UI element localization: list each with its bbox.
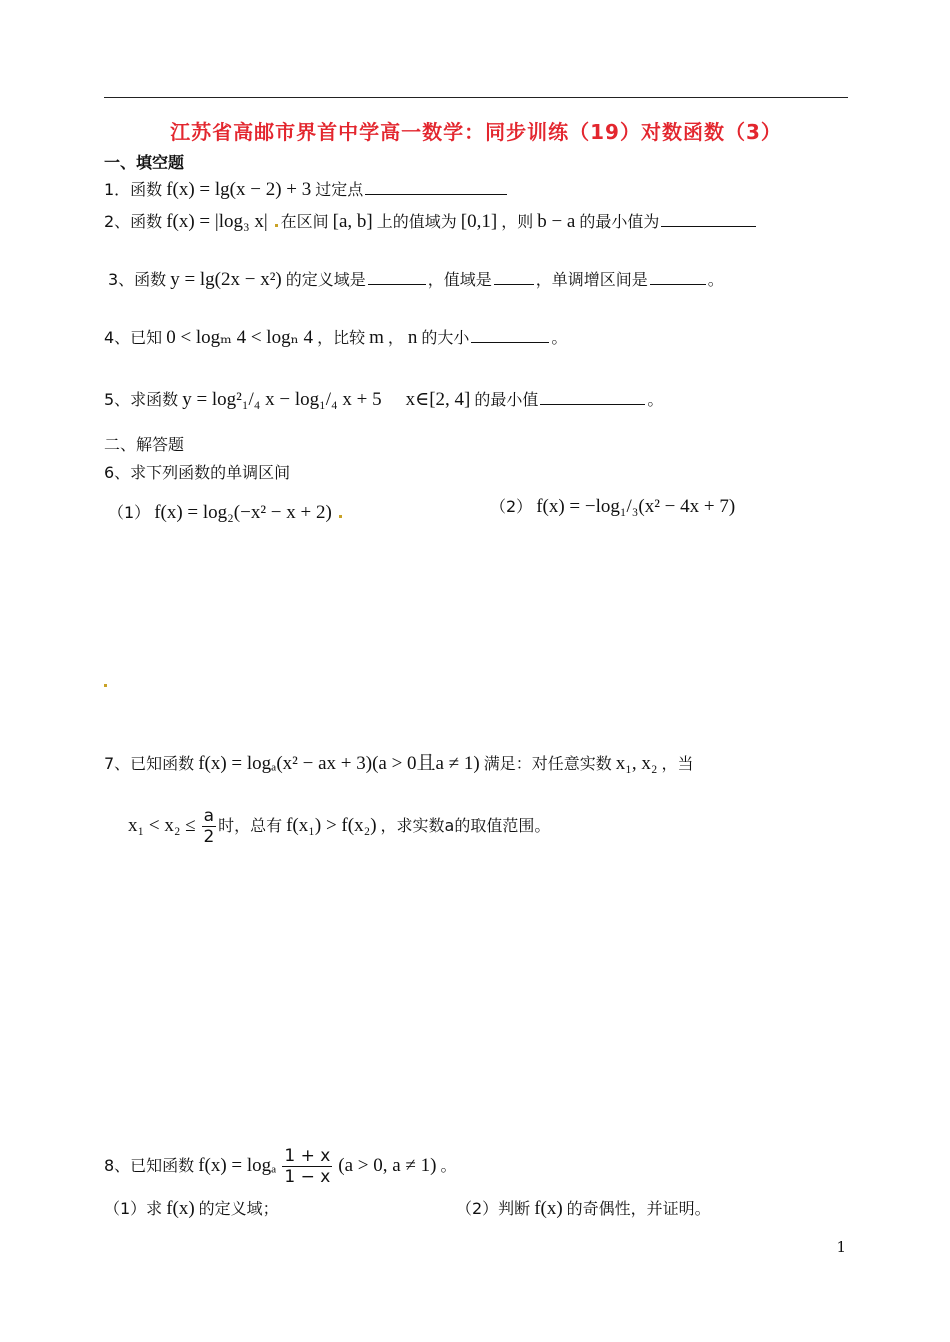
question-3: 3、函数 y = lg(2x − x²) 的定义域是 ，值域是 ，单调增区间是 。 [108,266,724,291]
question-6-part-1: （1） f(x) = log₂(−x² − x + 2) [108,500,345,524]
question-2: 2、函数 f(x) = |log₃ x| 在区间 [a, b] 上的值域为 [0,1] ，则 b − a 的最小值为 [104,208,758,233]
q6-formula-2: f(x) = −log₁/₃(x² − 4x + 7) [536,496,736,517]
q6-formula-1: f(x) = log₂(−x² − x + 2) [154,502,332,523]
answer-blank-3c[interactable] [650,266,706,285]
question-5: 5、求函数 y = log²₁/₄ x − log₁/₄ x + 5 x∈[2, 4] 的最小值 。 [104,386,663,411]
question-8-part-2: （2）判断 f(x) 的奇偶性，并证明。 [456,1198,711,1219]
answer-blank-1[interactable] [365,176,507,195]
answer-blank-4[interactable] [471,324,549,343]
answer-blank-2[interactable] [661,208,756,227]
q4-formula: 0 < logₘ 4 < logₙ 4 [166,327,314,348]
page-title: 江苏省高邮市界首中学高一数学：同步训练（19）对数函数（3） [170,120,782,144]
question-4: 4、已知 0 < logₘ 4 < logₙ 4 ，比较 m ， n 的大小 。 [104,324,567,349]
section-fill-in-blank: 一、填空题 [104,153,185,172]
answer-blank-5[interactable] [540,386,645,405]
answer-blank-3b[interactable] [494,266,534,285]
question-6: 6、求下列函数的单调区间 [104,463,291,482]
page-number: 1 [836,1238,846,1256]
q8-formula: f(x) = logₐ [198,1155,277,1176]
q2-formula: f(x) = |log₃ x| [166,211,268,232]
mark-dot [339,515,342,518]
question-7-condition: x₁ < x₂ ≤ $\frac{a}{2}$ 时，总有 f(x₁) > f(x₂) ，求实数a的取值范围。 [128,806,551,847]
q3-formula: y = lg(2x − x²) [170,269,282,290]
fraction-a-over-2: $\frac{a}{2}$ [203,806,215,847]
question-8: 8、已知函数 f(x) = logₐ $\frac{1 + x}{1 - x}$ (a > 0, a ≠ 1) 。 [104,1146,457,1187]
header-rule [104,97,848,98]
mark-dot [104,684,107,687]
question-8-part-1: （1）求 f(x) 的定义域； [104,1198,279,1219]
question-1: 1．函数 f(x) = lg(x − 2) + 3 过定点 [104,176,509,201]
q5-formula: y = log²₁/₄ x − log₁/₄ x + 5 [182,389,382,410]
mark-dot [275,224,278,227]
fraction-1px-over-1mx: $\frac{1 + x}{1 - x}$ [284,1146,331,1187]
question-6-part-2: （2） f(x) = −log₁/₃(x² − 4x + 7) [490,496,736,517]
question-7: 7、已知函数 f(x) = logₐ(x² − ax + 3)(a > 0且a ≠ 1) 满足：对任意实数 x₁, x₂ ，当 [104,753,694,774]
section-solutions: 二、解答题 [104,435,185,454]
answer-blank-3a[interactable] [368,266,426,285]
q7-formula: f(x) = logₐ(x² − ax + 3)(a > 0且a ≠ 1) [198,753,480,774]
q1-formula: f(x) = lg(x − 2) + 3 [166,179,312,200]
